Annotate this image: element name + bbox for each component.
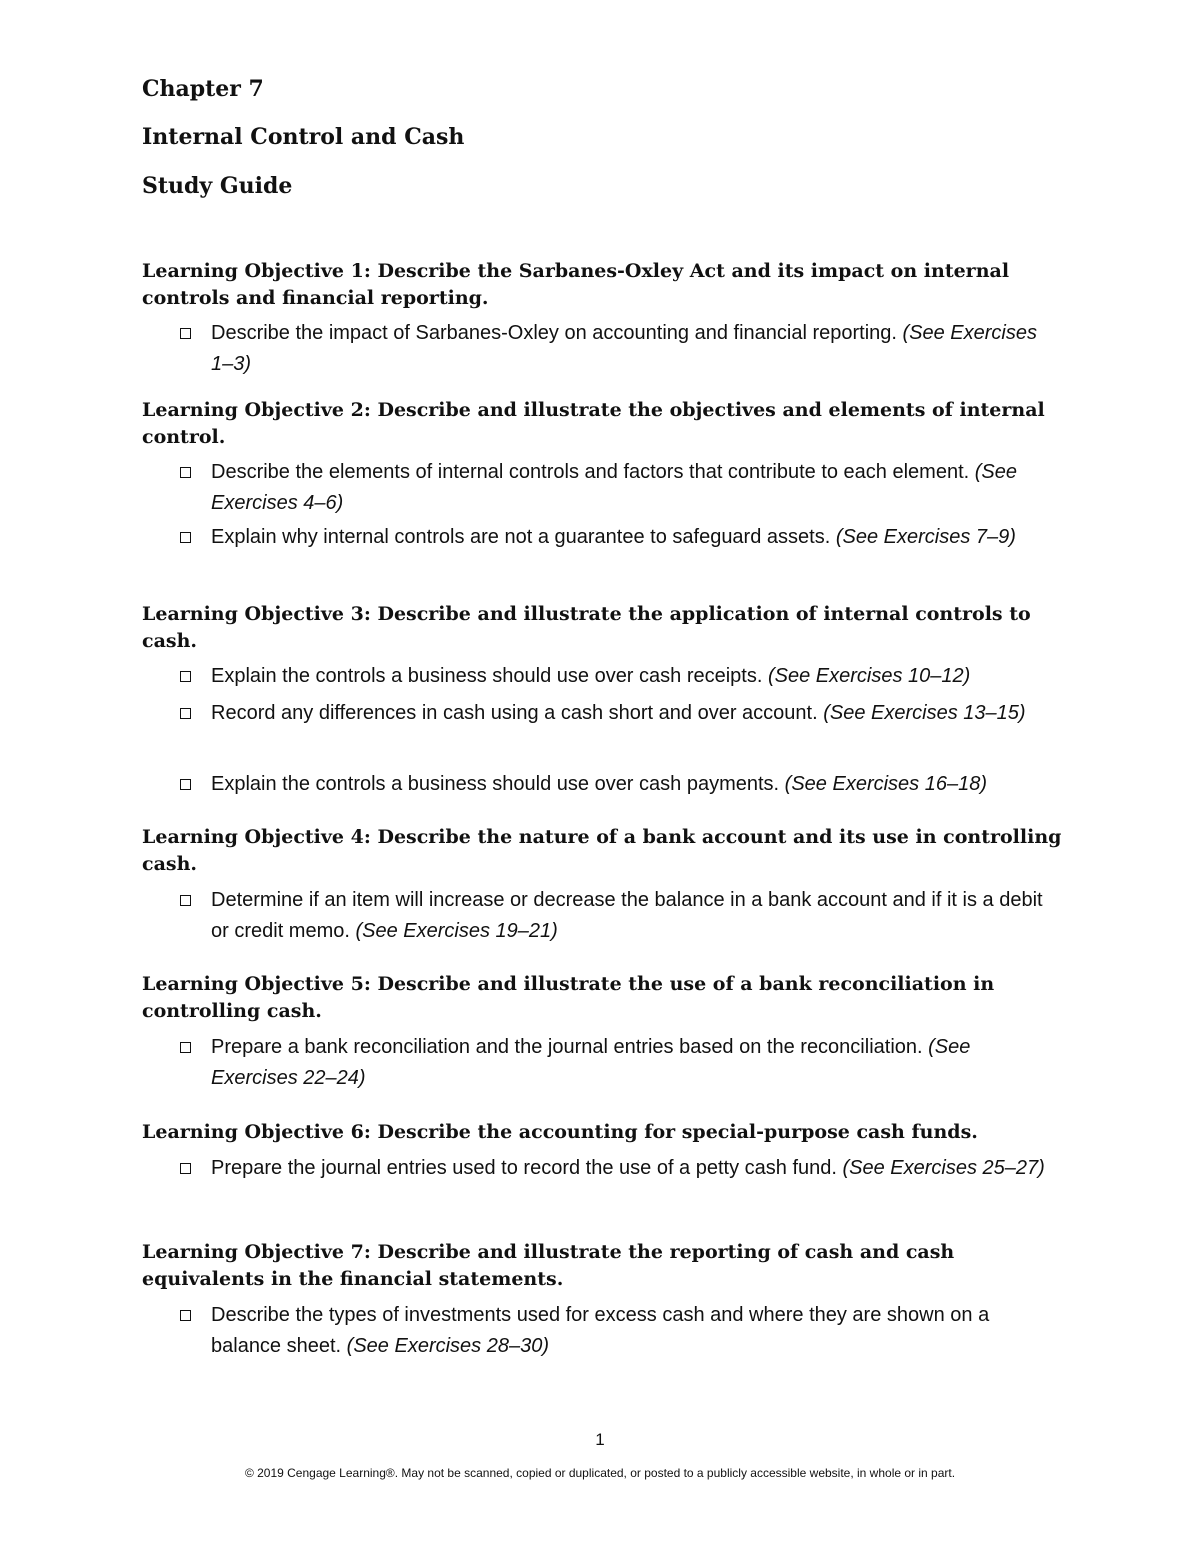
exercise-reference: (See Exercises 1–3) xyxy=(211,322,1037,375)
checkbox-icon[interactable] xyxy=(180,708,191,719)
exercise-reference: (See Exercises 13–15) xyxy=(823,702,1026,724)
exercise-reference: (See Exercises 22–24) xyxy=(211,1036,971,1089)
checklist-item xyxy=(180,1300,1060,1362)
learning-objective-3-title: Learning Objective 3: Describe and illustrate the application of internal controls to cash. xyxy=(142,603,1031,652)
checkbox-icon[interactable] xyxy=(180,328,191,339)
checklist-item xyxy=(180,318,1060,380)
exercise-reference: (See Exercises 16–18) xyxy=(784,773,987,795)
checklist-item-text: Describe the impact of Sarbanes-Oxley on accounting and financial reporting. (See Exercises 1–3) xyxy=(211,322,1037,375)
checkbox-icon[interactable] xyxy=(180,467,191,478)
checkbox-icon[interactable] xyxy=(180,1042,191,1053)
page-number: 1 xyxy=(595,1430,605,1449)
checkbox-icon[interactable] xyxy=(180,1163,191,1174)
checklist-item-text: Determine if an item will increase or decrease the balance in a bank account and if it is a debit or credit memo. (See Exercises 19–21) xyxy=(211,889,1043,942)
exercise-reference: (See Exercises 19–21) xyxy=(355,920,558,942)
checklist-item xyxy=(180,1032,1060,1094)
learning-objective-6-title: Learning Objective 6: Describe the accounting for special-purpose cash funds. xyxy=(142,1121,978,1143)
checklist-item xyxy=(180,698,1060,729)
exercise-reference: (See Exercises 25–27) xyxy=(842,1157,1045,1179)
checklist-item-text: Prepare a bank reconciliation and the journal entries based on the reconciliation. (See Exercises 22–24) xyxy=(211,1036,971,1089)
exercise-reference: (See Exercises 10–12) xyxy=(767,665,971,687)
checklist-item-text: Explain why internal controls are not a guarantee to safeguard assets. (See Exercises 7–9) xyxy=(211,526,1016,548)
chapter-title: Internal Control and Cash xyxy=(142,124,465,150)
exercise-reference: (See Exercises 4–6) xyxy=(211,461,1018,514)
checkbox-icon[interactable] xyxy=(180,532,191,543)
learning-objective-5-title: Learning Objective 5: Describe and illustrate the use of a bank reconciliation in controlling cash. xyxy=(142,973,995,1022)
learning-objective-1-title: Learning Objective 1: Describe the Sarbanes-Oxley Act and its impact on internal controls and financial reporting. xyxy=(142,260,1010,309)
chapter-heading: Chapter 7 xyxy=(142,76,264,102)
learning-objective-2-title: Learning Objective 2: Describe and illustrate the objectives and elements of internal control. xyxy=(142,399,1045,448)
checklist-item xyxy=(180,1153,1060,1184)
checklist-item xyxy=(180,522,1060,553)
checklist-item-text: Explain the controls a business should use over cash payments. (See Exercises 16–18) xyxy=(211,773,987,795)
checklist-item-text: Describe the elements of internal controls and factors that contribute to each element. (See Exercises 4–6) xyxy=(211,461,1018,514)
copyright-notice: © 2019 Cengage Learning®. May not be scanned, copied or duplicated, or posted to a publicly accessible website, in whole or in part. xyxy=(244,1466,956,1480)
checklist-item xyxy=(180,885,1060,947)
checklist-item-text: Explain the controls a business should use over cash receipts. (See Exercises 10–12) xyxy=(211,665,971,687)
checklist-item-text: Describe the types of investments used for excess cash and where they are shown on a balance sheet. (See Exercises 28–30) xyxy=(211,1304,990,1357)
exercise-reference: (See Exercises 7–9) xyxy=(835,526,1016,548)
checklist-item-text: Prepare the journal entries used to record the use of a petty cash fund. (See Exercises 25–27) xyxy=(211,1157,1045,1179)
checkbox-icon[interactable] xyxy=(180,1310,191,1321)
checkbox-icon[interactable] xyxy=(180,895,191,906)
checklist-item xyxy=(180,661,1060,692)
checkbox-icon[interactable] xyxy=(180,779,191,790)
study-guide-heading: Study Guide xyxy=(142,173,293,199)
checklist-item-text: Record any differences in cash using a cash short and over account. (See Exercises 13–15) xyxy=(211,702,1026,724)
exercise-reference: (See Exercises 28–30) xyxy=(346,1335,549,1357)
learning-objective-7-title: Learning Objective 7: Describe and illustrate the reporting of cash and cash equivalents in the financial statements. xyxy=(142,1241,955,1290)
checklist-item xyxy=(180,769,1060,800)
learning-objective-4-title: Learning Objective 4: Describe the nature of a bank account and its use in controlling cash. xyxy=(142,826,1062,875)
checklist-item xyxy=(180,457,1060,519)
checkbox-icon[interactable] xyxy=(180,671,191,682)
